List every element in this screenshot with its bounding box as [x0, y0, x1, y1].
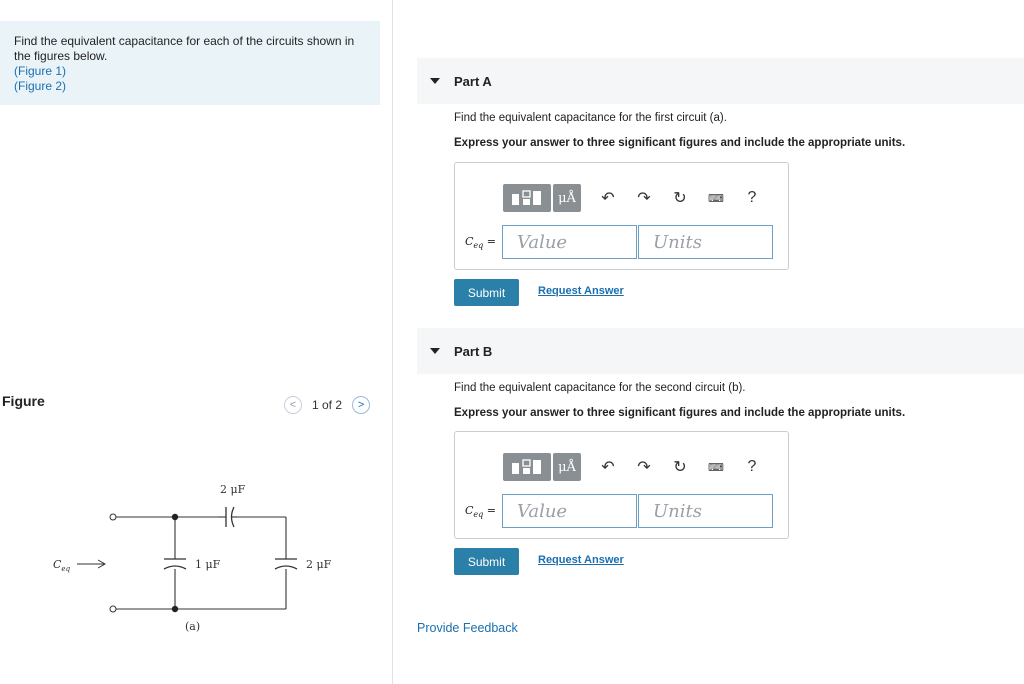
intro-text: Find the equivalent capacitance for each of the circuits shown in the figures below.: [14, 34, 355, 63]
units-icon: μÅ: [558, 190, 576, 206]
right-panel: [417, 0, 1024, 684]
capacitor-left-label: 1 μF: [195, 558, 221, 571]
undo-icon[interactable]: ↶: [601, 190, 615, 207]
collapse-triangle-icon[interactable]: [430, 78, 440, 84]
figure-2-link[interactable]: (Figure 2): [14, 79, 67, 93]
part-a-submit-button[interactable]: Submit: [454, 279, 519, 306]
units-icon: μÅ: [558, 459, 576, 475]
units-button[interactable]: [553, 184, 581, 212]
prev-figure-button[interactable]: [284, 396, 302, 414]
part-b-submit-button[interactable]: Submit: [454, 548, 519, 575]
figure-1-link[interactable]: (Figure 1): [14, 64, 67, 78]
part-b-toolbar: [503, 449, 773, 485]
reset-icon[interactable]: ↻: [673, 190, 687, 207]
part-b-request-answer-link[interactable]: Request Answer: [538, 554, 624, 566]
reset-icon[interactable]: ↻: [673, 459, 687, 476]
redo-icon[interactable]: ↷: [637, 190, 651, 207]
part-b-instruction: Express your answer to three significant figures and include the appropriate units.: [454, 407, 906, 419]
templates-icon: [510, 188, 544, 208]
left-panel: [0, 0, 393, 684]
ceq-label: $C_{eq}$: [53, 558, 71, 573]
capacitor-top-label: 2 μF: [220, 483, 246, 496]
units-input[interactable]: [638, 225, 773, 259]
part-a-question: Find the equivalent capacitance for the first circuit (a).: [454, 112, 727, 124]
next-figure-button[interactable]: [352, 396, 370, 414]
help-icon[interactable]: ?: [747, 189, 757, 206]
redo-icon[interactable]: ↷: [637, 459, 651, 476]
keyboard-icon[interactable]: ⌨: [708, 192, 724, 205]
value-input[interactable]: [502, 494, 637, 528]
units-input[interactable]: [638, 494, 773, 528]
part-a-instruction: Express your answer to three significant figures and include the appropriate units.: [454, 137, 906, 149]
help-icon[interactable]: ?: [747, 458, 757, 475]
keyboard-icon[interactable]: ⌨: [708, 461, 724, 474]
part-b-header[interactable]: [417, 328, 1024, 374]
part-b-answer-box: [454, 431, 789, 539]
part-a-title: Part A: [454, 73, 492, 89]
problem-intro: [0, 21, 380, 105]
part-a-request-answer-link[interactable]: Request Answer: [538, 285, 624, 297]
circuit-figure: [40, 470, 360, 645]
provide-feedback-link[interactable]: Provide Feedback: [417, 621, 518, 635]
figure-heading: Figure: [2, 393, 45, 409]
part-b-title: Part B: [454, 343, 493, 359]
templates-button[interactable]: [503, 453, 551, 481]
ceq-equals-label: $C_{eq}$ =: [465, 235, 496, 251]
ceq-equals-label: $C_{eq}$ =: [465, 504, 496, 520]
capacitor-right-label: 2 μF: [306, 558, 332, 571]
part-a-toolbar: [503, 180, 773, 216]
templates-icon: [510, 457, 544, 477]
figure-pager: [284, 396, 370, 414]
part-b-question: Find the equivalent capacitance for the second circuit (b).: [454, 382, 746, 394]
value-input[interactable]: [502, 225, 637, 259]
chevron-right-icon: >: [357, 399, 365, 411]
undo-icon[interactable]: ↶: [601, 459, 615, 476]
part-a-header[interactable]: [417, 58, 1024, 104]
chevron-left-icon: <: [289, 399, 297, 411]
circuit-caption: (a): [185, 620, 201, 633]
units-button[interactable]: [553, 453, 581, 481]
figure-count: 1 of 2: [312, 398, 343, 412]
templates-button[interactable]: [503, 184, 551, 212]
collapse-triangle-icon[interactable]: [430, 348, 440, 354]
part-a-answer-box: [454, 162, 789, 270]
